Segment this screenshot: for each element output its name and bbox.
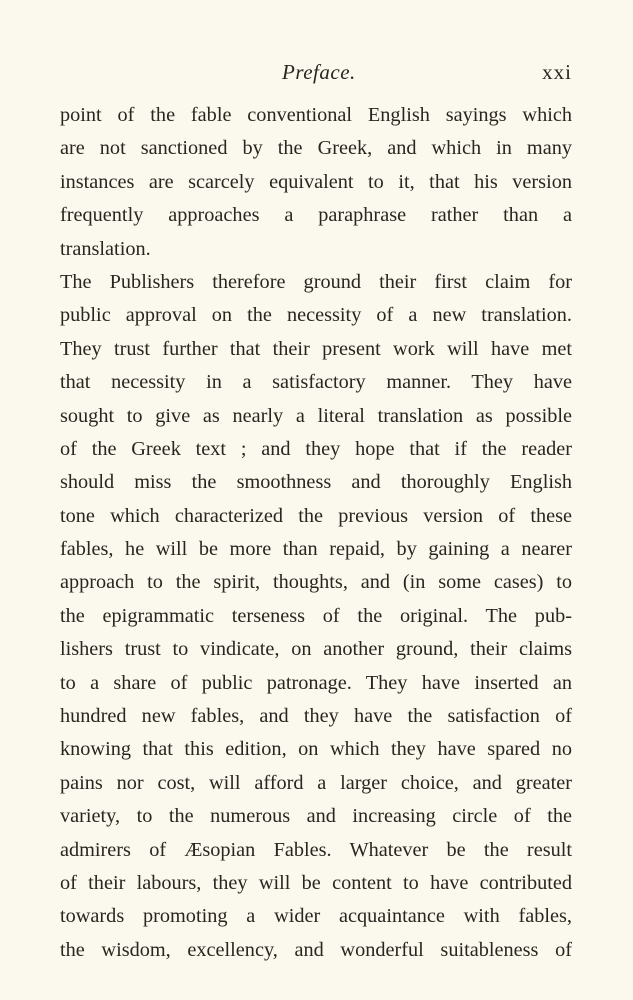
text-line: They trust further that their present work will have met	[60, 337, 572, 360]
text-line: instances are scarcely equivalent to it, that his version	[60, 170, 572, 193]
text-line: point of the fable conventional English sayings which	[60, 104, 572, 126]
body-text	[60, 99, 572, 967]
text-line: fables, he will be more than repaid, by gaining a nearer	[60, 538, 572, 561]
page-number: xxi	[542, 60, 572, 84]
text-line: The Publishers therefore ground their first claim for	[60, 270, 572, 293]
text-line: tone which characterized the previous version of these	[60, 504, 572, 527]
text-line: should miss the smoothness and thoroughly English	[60, 471, 572, 494]
text-line: translation.	[60, 237, 151, 260]
text-line: knowing that this edition, on which they have spared no	[60, 738, 572, 761]
text-line: the wisdom, excellency, and wonderful suitableness of	[60, 938, 572, 961]
text-line: public approval on the necessity of a new translation.	[60, 304, 572, 327]
text-line: admirers of Æsopian Fables. Whatever be the result	[60, 838, 572, 861]
text-line: variety, to the numerous and increasing circle of the	[60, 805, 572, 828]
text-line: that necessity in a satisfactory manner. They have	[60, 371, 572, 394]
text-line: approach to the spirit, thoughts, and (in some cases) to	[60, 571, 572, 594]
text-line: of the Greek text ; and they hope that if the reader	[60, 437, 572, 460]
text-line: hundred new fables, and they have the satisfaction of	[60, 705, 572, 728]
text-line: the epigrammatic terseness of the original. The pub-	[60, 604, 572, 627]
running-head-title: Preface.	[282, 60, 356, 84]
text-line: of their labours, they will be content to have contributed	[60, 871, 572, 894]
text-line: pains nor cost, will afford a larger choice, and greater	[60, 771, 572, 794]
text-line: are not sanctioned by the Greek, and which in many	[60, 137, 572, 160]
text-line: towards promoting a wider acquaintance with fables,	[60, 905, 572, 928]
text-line: frequently approaches a paraphrase rather than a	[60, 204, 572, 227]
text-line: to a share of public patronage. They have inserted an	[60, 671, 572, 694]
text-line: sought to give as nearly a literal translation as possible	[60, 404, 572, 427]
text-line: lishers trust to vindicate, on another ground, their claims	[60, 638, 572, 661]
running-head	[60, 60, 572, 92]
